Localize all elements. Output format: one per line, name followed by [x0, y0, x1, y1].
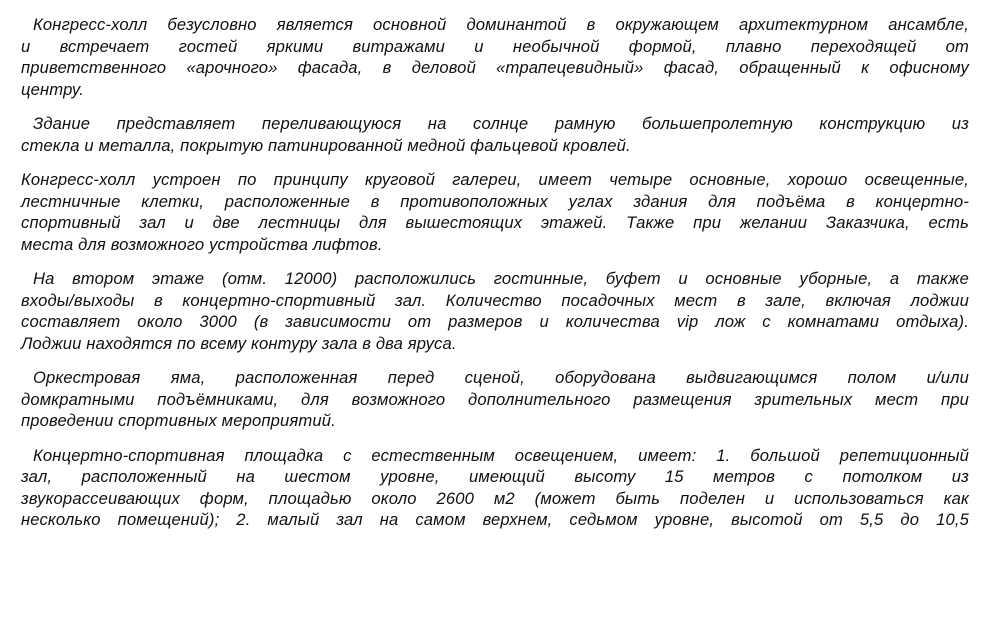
text-line: центру. [21, 79, 85, 99]
text-line: составляет около 3000 (в зависимости от размеров и количества vip лож с комнатами отдыха). [21, 312, 969, 331]
paragraph-facade [21, 14, 969, 100]
text-line: лестничные клетки, расположенные в противоположных углах здания для подъёма в концертно- [21, 191, 969, 211]
paragraph-orchestra-pit [21, 367, 969, 432]
text-line: места для возможного устройства лифтов. [21, 234, 383, 254]
text-line: Конгресс-холл устроен по принципу круговой галереи, имеет четыре основные, хорошо освещенные, [21, 170, 969, 189]
text-line: Здание представляет переливающуюся на солнце рамную большепролетную конструкцию из [33, 114, 969, 133]
text-line: зал, расположенный на шестом уровне, имеющий высоту 15 метров с потолком из [21, 467, 969, 486]
text-line: звукорассеивающих форм, площадью около 2600 м2 (может быть поделен и использоваться как [21, 488, 969, 508]
text-line: проведении спортивных мероприятий. [21, 411, 336, 430]
text-line: Лоджии находятся по всему контуру зала в два яруса. [21, 333, 457, 353]
text-line: входы/выходы в концертно-спортивный зал. Количество посадочных мест в зале, включая лоджии [21, 290, 969, 310]
text-line: стекла и металла, покрытую патинированной медной фальцевой кровлей. [21, 135, 631, 155]
text-line: На втором этаже (отм. 12000) расположились гостинные, буфет и основные уборные, а также [33, 269, 969, 288]
text-line: Оркестровая яма, расположенная перед сценой, оборудована выдвигающимся полом и/или [33, 368, 969, 387]
text-line: и встречает гостей яркими витражами и необычной формой, плавно переходящей от [21, 36, 969, 56]
text-line: Концертно-спортивная площадка с естественным освещением, имеет: 1. большой репетиционный [33, 445, 969, 465]
text-line: домкратными подъёмниками, для возможного дополнительного размещения зрительных мест при [21, 389, 969, 409]
document-page [21, 14, 969, 544]
text-line: приветственного «арочного» фасада, в деловой «трапецевидный» фасад, обращенный к офисному [21, 58, 969, 77]
paragraph-concert-venue [21, 445, 969, 531]
paragraph-gallery [21, 169, 969, 255]
text-line: Конгресс-холл безусловно является основной доминантой в окружающем архитектурном ансамбле, [33, 15, 969, 34]
paragraph-second-floor [21, 268, 969, 354]
paragraph-structure [21, 113, 969, 156]
text-line: несколько помещений); 2. малый зал на самом верхнем, седьмом уровне, высотой от 5,5 до 10,5 [21, 510, 969, 529]
text-line: спортивный зал и две лестницы для вышестоящих этажей. Также при желании Заказчика, есть [21, 213, 969, 232]
